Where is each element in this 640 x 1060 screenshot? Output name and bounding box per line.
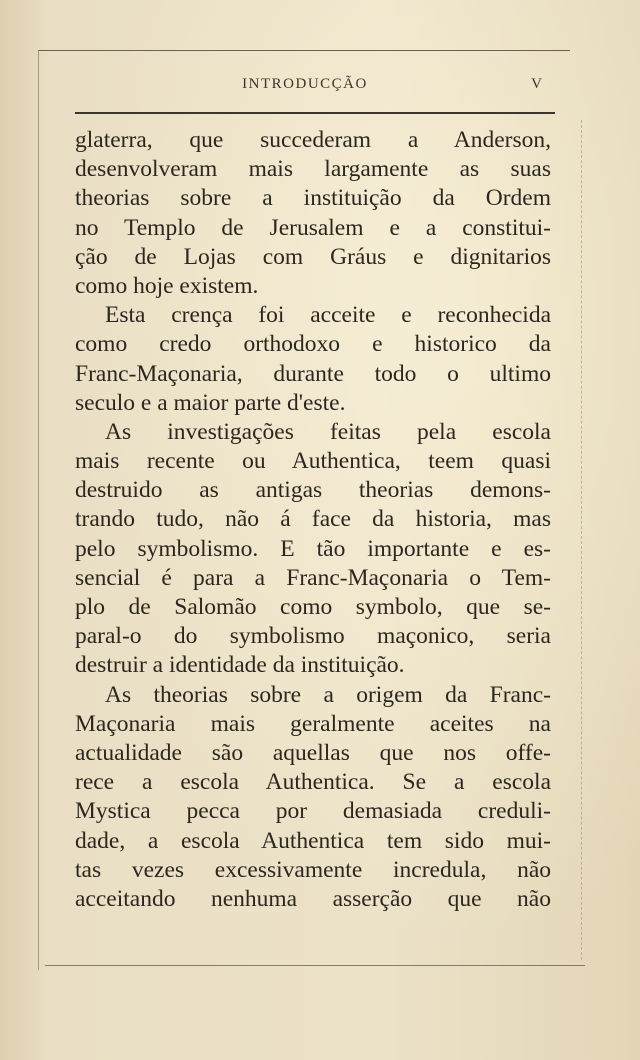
running-header — [60, 76, 550, 98]
page-number: V — [531, 76, 542, 92]
text-line: Mystica pecca por demasiada creduli- — [75, 798, 551, 825]
text-line: rece a escola Authentica. Se a escola — [75, 769, 551, 796]
text-line: como hoje existem. — [75, 272, 259, 299]
text-line: plo de Salomão como symbolo, que se- — [75, 594, 551, 620]
text-line: destruido as antigas theorias demons- — [75, 477, 551, 504]
page-frame-top-rule — [38, 50, 570, 51]
text-line: trando tudo, não á face da historia, mas — [75, 506, 551, 533]
text-line: destruir a identidade da instituição. — [75, 652, 405, 679]
text-line: pelo symbolismo. E tão importante e es- — [75, 535, 551, 562]
body-text — [75, 126, 551, 914]
page-frame-left-rule — [38, 50, 39, 970]
text-line: Franc-Maçonaria, durante todo o ultimo — [75, 360, 551, 387]
text-line: As theorias sobre a origem da Franc- — [105, 681, 551, 708]
text-line: acceitando nenhuma asserção que não — [75, 885, 551, 912]
text-line: mais recente ou Authentica, teem quasi — [75, 448, 551, 475]
text-line: seculo e a maior parte d'este. — [75, 389, 346, 416]
text-line: desenvolveram mais largamente as suas — [75, 156, 551, 183]
text-line: paral-o do symbolismo maçonico, seria — [75, 623, 551, 650]
text-line: como credo orthodoxo e historico da — [75, 331, 551, 358]
text-line: sencial é para a Franc-Maçonaria o Tem- — [75, 564, 551, 591]
text-line: glaterra, que succederam a Anderson, — [75, 127, 551, 153]
header-rule — [75, 112, 555, 114]
running-header-title: INTRODUCÇÃO — [242, 76, 368, 92]
text-line: theorias sobre a instituição da Ordem — [75, 185, 551, 212]
page-frame-bottom-rule — [45, 965, 585, 966]
text-line: tas vezes excessivamente incredula, não — [75, 856, 551, 883]
text-line: As investigações feitas pela escola — [105, 418, 551, 445]
text-line: actualidade são aquellas que nos offe- — [75, 739, 551, 766]
text-line: ção de Lojas com Gráus e dignitarios — [75, 243, 551, 270]
text-line: dade, a escola Authentica tem sido mui- — [75, 827, 551, 854]
page-frame-right-rule — [581, 120, 582, 960]
text-line: Maçonaria mais geralmente aceites na — [75, 710, 551, 737]
text-line: Esta crença foi acceite e reconhecida — [105, 302, 551, 329]
text-line: no Templo de Jerusalem e a constitui- — [75, 214, 551, 241]
